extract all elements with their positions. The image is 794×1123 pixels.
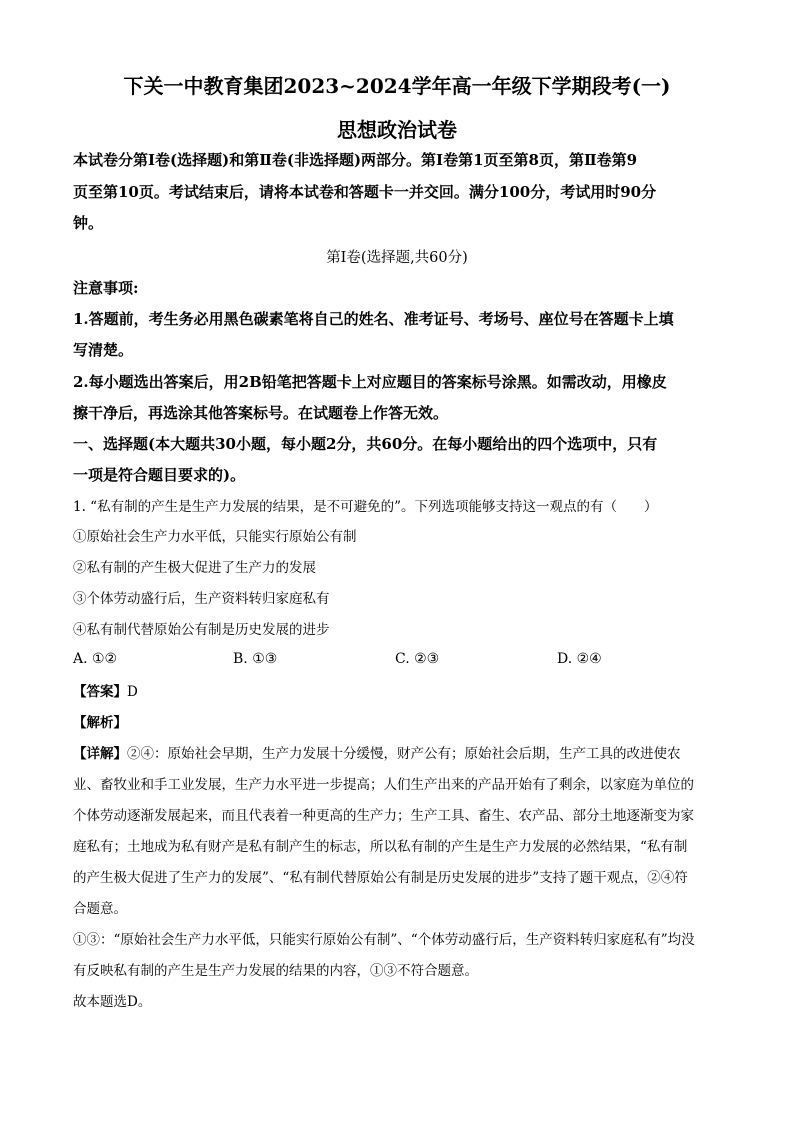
notes-heading: 注意事项: (73, 279, 139, 297)
detail-line-9: 故本题选D。 (73, 994, 152, 1010)
note-line-4: 擦干净后，再选涂其他答案标号。在试题卷上作答无效。 (73, 404, 449, 422)
option-b: B. ①③ (233, 651, 278, 667)
statement-1: ①原始社会生产力水平低，只能实行原始公有制 (73, 529, 357, 545)
note-line-1: 1.答题前，考生务必用黑色碳素笔将自己的姓名、准考证号、考场号、座位号在答题卡上填 (73, 310, 674, 328)
note-line-2: 写清楚。 (73, 341, 134, 359)
option-a: A. ①② (73, 651, 118, 667)
statement-4: ④私有制代替原始公有制是历史发展的进步 (73, 622, 330, 638)
analysis-label: 【解析】 (73, 715, 127, 731)
exam-subtitle: 思想政治试卷 (337, 118, 457, 142)
detail-line-7: ①③：“原始社会生产力水平低，只能实行原始公有制”、“个体劳动盛行后，生产资料转归家庭私有”均没 (73, 932, 695, 948)
detail-text-1: ②④：原始社会早期，生产力发展十分缓慢，财产公有；原始社会后期，生产工具的改进使农 (127, 746, 681, 762)
answer-label: 【答案】 (73, 684, 127, 700)
intro-line-3: 钟。 (73, 214, 104, 232)
detail-line-5: 的产生极大促进了生产力的发展”、“私有制代替原始公有制是历史发展的进步”支持了题干观点，②④符 (73, 870, 688, 886)
intro-line-2: 页至第10页。考试结束后，请将本试卷和答题卡一并交回。满分100分，考试用时90分 (73, 183, 657, 201)
option-d: D. ②④ (557, 651, 602, 667)
detail-line-6: 合题意。 (73, 901, 127, 917)
part-one-line-1: 一、选择题(本大题共30小题，每小题2分，共60分。在每小题给出的四个选项中，只有 (73, 435, 658, 453)
statement-2: ②私有制的产生极大促进了生产力的发展 (73, 560, 316, 576)
statement-3: ③个体劳动盛行后，生产资料转归家庭私有 (73, 591, 330, 607)
detail-line-2: 业、畜牧业和手工业发展，生产力水平进一步提高；人们生产出来的产品开始有了剩余，以家庭为单位的 (73, 777, 694, 793)
detail-line-1 (73, 744, 681, 764)
detail-line-8: 有反映私有制的产生是生产力发展的结果的内容，①③不符合题意。 (73, 963, 478, 979)
section-title: 第Ⅰ卷(选择题,共60分) (326, 250, 468, 266)
detail-line-4: 庭私有；土地成为私有财产是私有制产生的标志，所以私有制的产生是生产力发展的必然结果，“私有制 (73, 839, 688, 855)
option-c: C. ②③ (395, 651, 440, 667)
answer-value: D (127, 684, 138, 700)
analysis-row (73, 713, 127, 733)
question-stem: 1. “私有制的产生是生产力发展的结果，是不可避免的”。下列选项能够支持这一观点的有（ ） (73, 499, 658, 515)
answer-row (73, 682, 138, 702)
note-line-3: 2.每小题选出答案后，用2B铅笔把答题卡上对应题目的答案标号涂黑。如需改动，用橡皮 (73, 373, 667, 391)
detail-label: 【详解】 (73, 746, 127, 762)
intro-line-1: 本试卷分第Ⅰ卷(选择题)和第Ⅱ卷(非选择题)两部分。第Ⅰ卷第1页至第8页，第Ⅱ卷第9 (73, 151, 638, 169)
part-one-line-2: 一项是符合题目要求的)。 (73, 466, 246, 484)
exam-title: 下关一中教育集团2023~2024学年高一年级下学期段考(一) (123, 74, 671, 98)
detail-line-3: 个体劳动逐渐发展起来，而且代表着一种更高的生产力；生产工具、畜生、农产品、部分土地逐渐变为家 (73, 808, 694, 824)
